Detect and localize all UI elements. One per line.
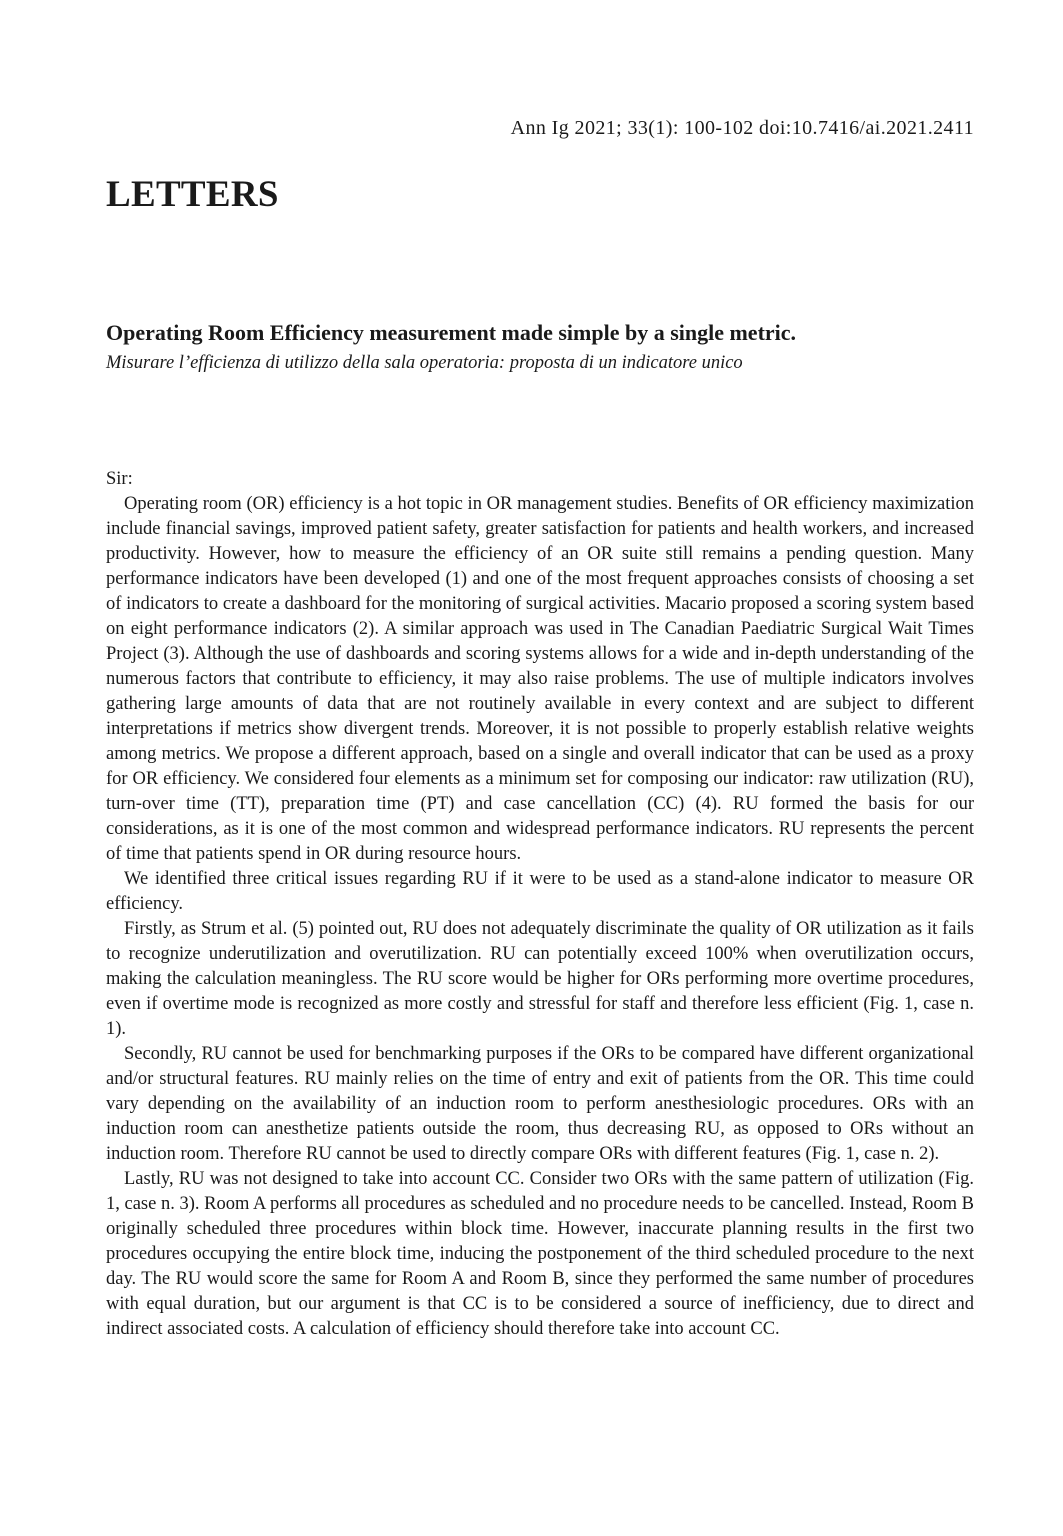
body-paragraph: Lastly, RU was not designed to take into account CC. Consider two ORs with the same pattern of utilization (Fig. 1, case n. 3). Room A performs all procedures as scheduled and no procedure needs to be cancelled. Instead, Room B originally scheduled three procedures within block time. However, inaccurate planning results in the first two procedures occupying the entire block time, inducing the postponement of the third scheduled procedure to the next day. The RU would score the same for Room A and Room B, since they performed the same number of procedures with equal duration, but our argument is that CC is to be considered a source of inefficiency, due to direct and indirect associated costs. A calculation of efficiency should therefore take into account CC. [106,1169,974,1339]
article-body [106,467,974,1342]
journal-citation: Ann Ig 2021; 33(1): 100-102 doi:10.7416/ai.2021.2411 [510,117,974,139]
article-subtitle: Misurare l’efficienza di utilizzo della sala operatoria: proposta di un indicatore unico [106,353,743,373]
body-paragraph: Operating room (OR) efficiency is a hot topic in OR management studies. Benefits of OR efficiency maximization include financial savings, improved patient safety, greater satisfaction for patients and health workers, and increased productivity. However, how to measure the efficiency of an OR suite still remains a pending question. Many performance indicators have been developed (1) and one of the most frequent approaches consists of choosing a set of indicators to create a dashboard for the monitoring of surgical activities. Macario proposed a scoring system based on eight performance indicators (2). A similar approach was used in The Canadian Paediatric Surgical Wait Times Project (3). Although the use of dashboards and scoring systems allows for a wide and in-depth understanding of the numerous factors that contribute to efficiency, it may also raise problems. The use of multiple indicators involves gathering large amounts of data that are not routinely available in every context and are subject to different interpretations if metrics show divergent trends. Moreover, it is not possible to properly establish relative weights among metrics. We propose a different approach, based on a single and overall indicator that can be used as a proxy for OR efficiency. We considered four elements as a minimum set for composing our indicator: raw utilization (RU), turn-over time (TT), preparation time (PT) and case cancellation (CC) (4). RU formed the basis for our considerations, as it is one of the most common and widespread performance indicators. RU represents the percent of time that patients spend in OR during resource hours. [106,494,974,864]
article-title: Operating Room Efficiency measurement made simple by a single metric. [106,320,797,345]
body-paragraph: Firstly, as Strum et al. (5) pointed out, RU does not adequately discriminate the quality of OR utilization as it fails to recognize underutilization and overutilization. RU can potentially exceed 100% when overutilization occurs, making the calculation meaningless. The RU score would be higher for ORs performing more overtime procedures, even if overtime mode is recognized as more costly and stressful for staff and therefore less efficient (Fig. 1, case n. 1). [106,919,974,1039]
salutation: Sir: [106,469,133,489]
body-paragraph: We identified three critical issues regarding RU if it were to be used as a stand-alone indicator to measure OR efficiency. [106,869,974,914]
body-paragraph: Secondly, RU cannot be used for benchmarking purposes if the ORs to be compared have different organizational and/or structural features. RU mainly relies on the time of entry and exit of patients from the OR. This time could vary depending on the availability of an induction room to perform anesthesiologic procedures. ORs with an induction room can anesthetize patients outside the room, thus decreasing RU, as opposed to ORs without an induction room. Therefore RU cannot be used to directly compare ORs with different features (Fig. 1, case n. 2). [106,1044,974,1164]
section-heading: LETTERS [106,174,279,215]
